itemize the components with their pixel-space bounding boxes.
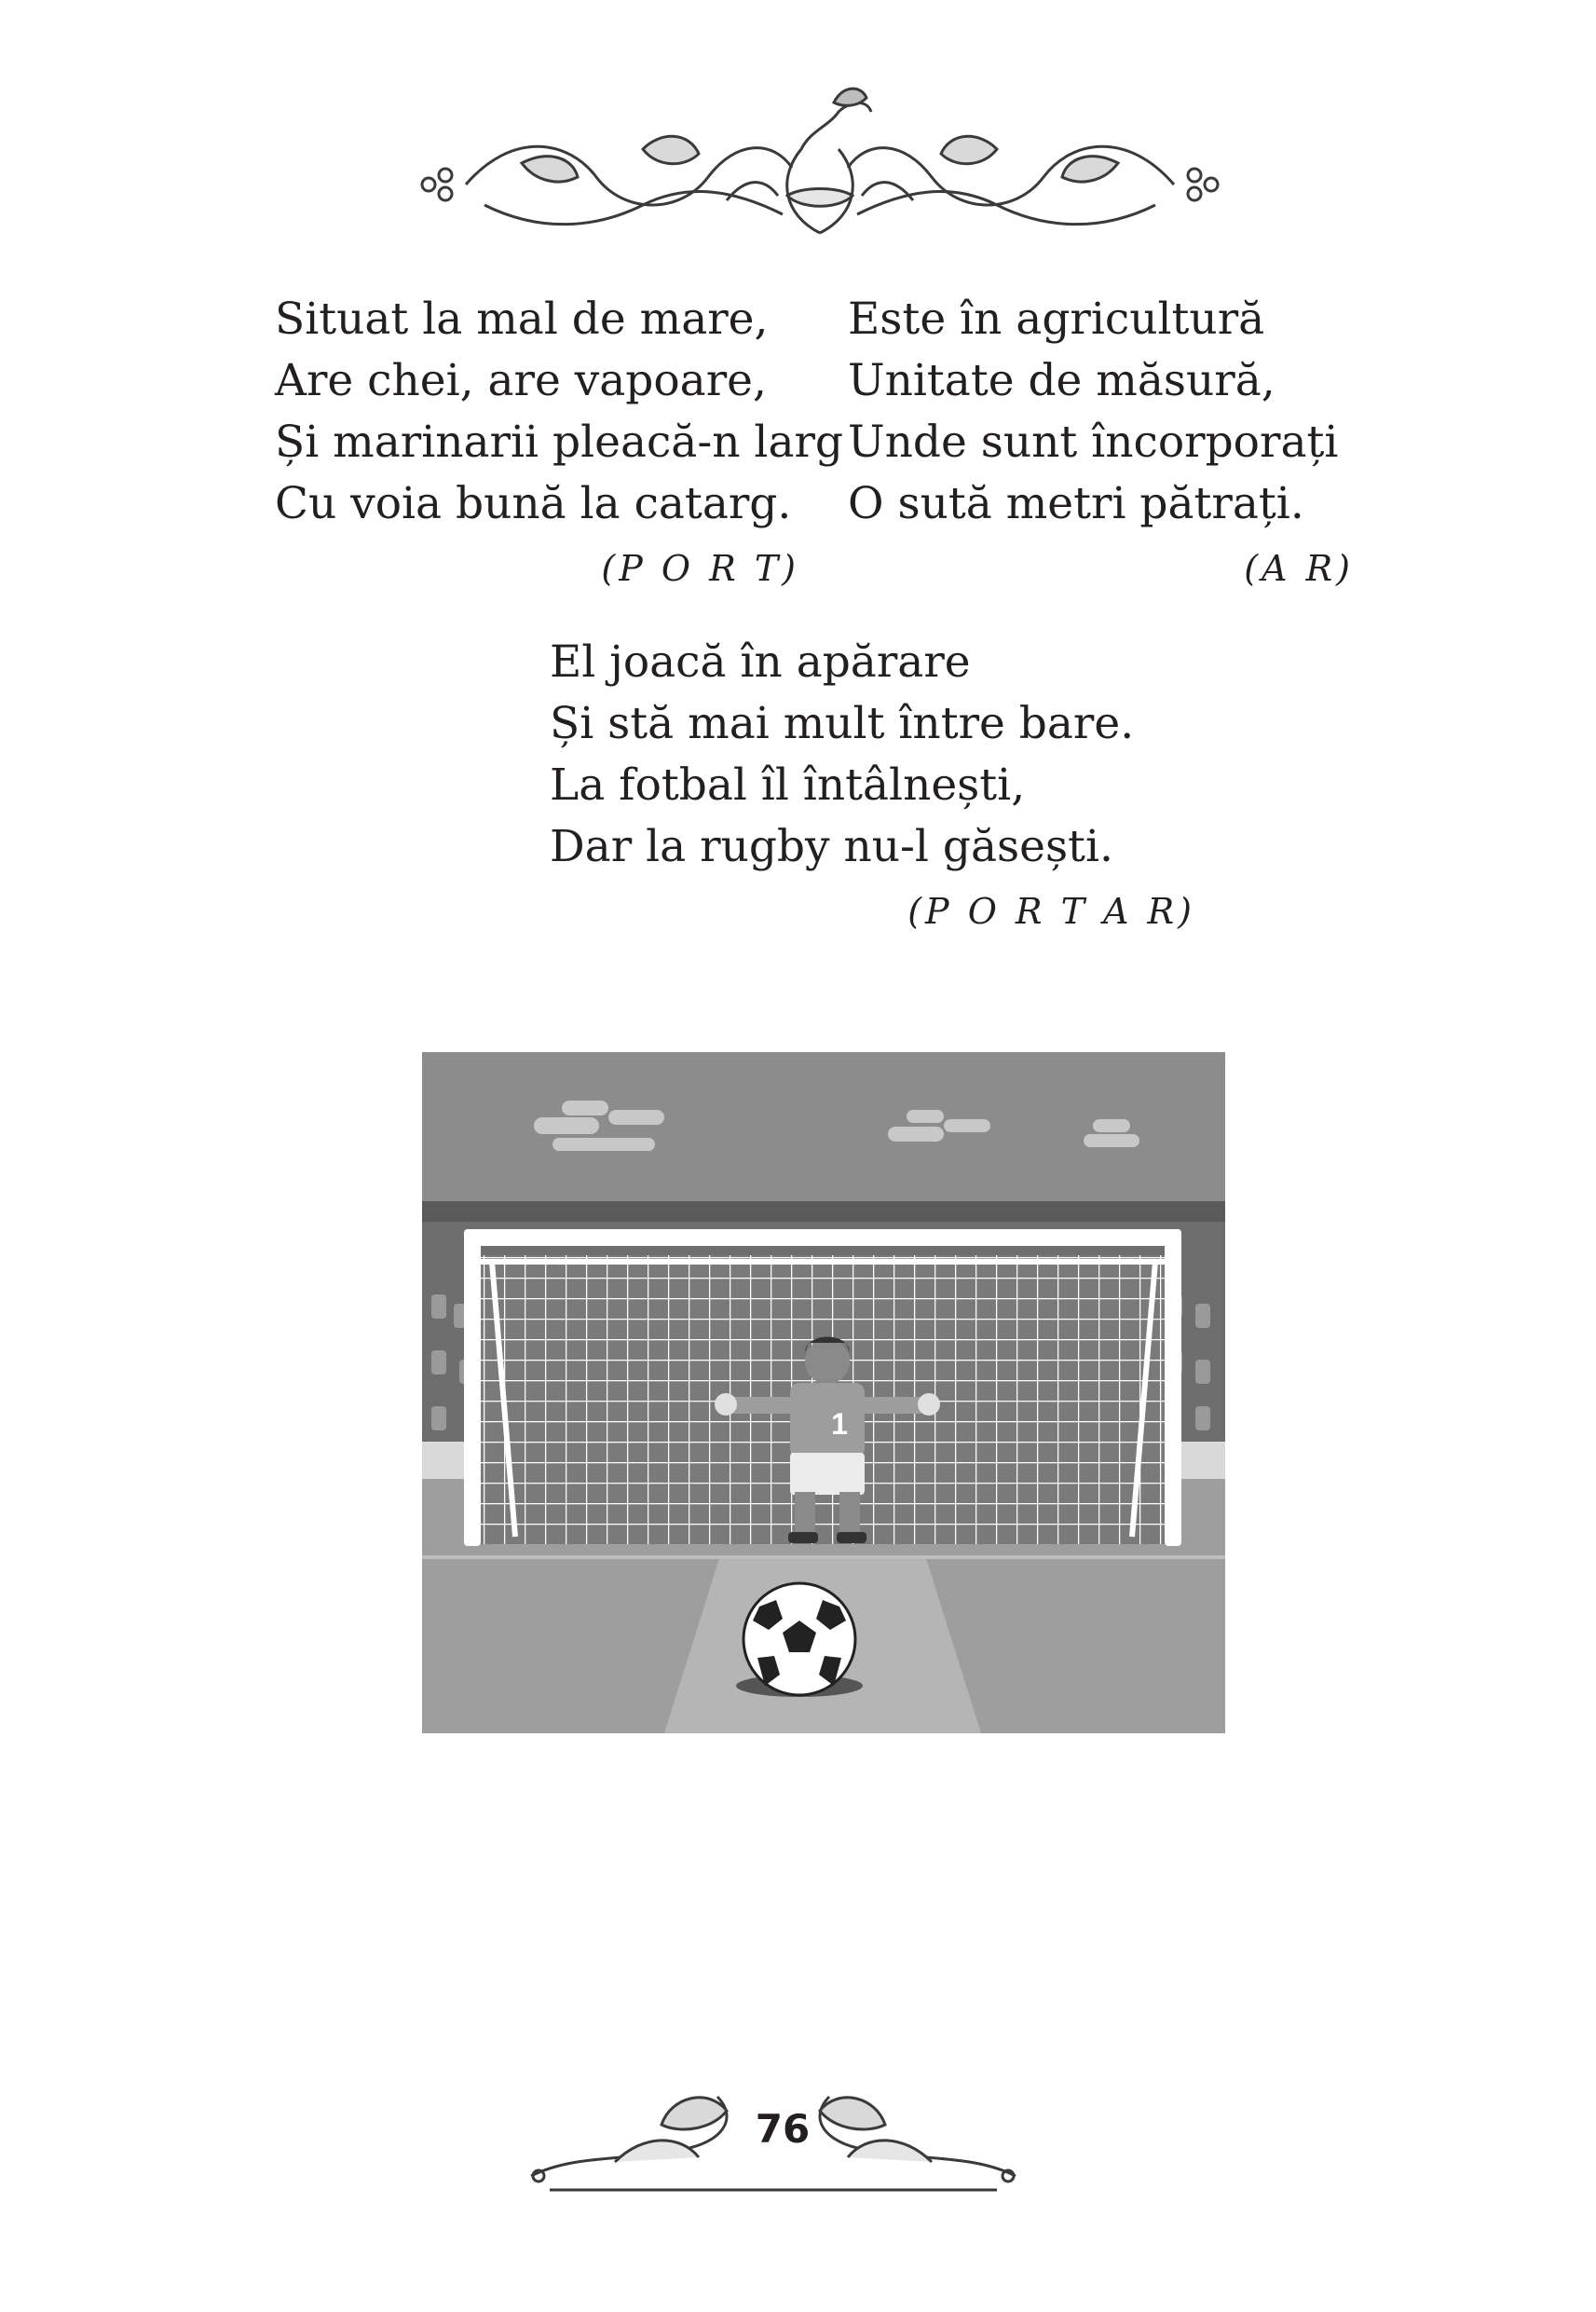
riddle-3-line: Dar la rugby nu-l găsești. <box>550 821 1113 872</box>
riddle-2-line: O sută metri pătrați. <box>848 478 1304 529</box>
riddle-2-line: Este în agricultură <box>848 294 1265 345</box>
jersey-number: 1 <box>831 1407 848 1441</box>
goalkeeper-illustration <box>422 1052 1225 1733</box>
riddle-2-answer: (A R) <box>1244 548 1354 589</box>
riddle-3-line: El joacă în apărare <box>550 636 971 688</box>
riddle-3 <box>550 632 1134 878</box>
riddle-1-line: Și marinarii pleacă-n larg <box>275 417 844 468</box>
riddle-3-line: La fotbal îl întâlnești, <box>550 759 1026 811</box>
riddle-1-line: Cu voia bună la catarg. <box>275 478 792 529</box>
riddle-2-line: Unitate de măsură, <box>848 355 1275 406</box>
riddle-2-line: Unde sunt încorporați <box>848 417 1339 468</box>
riddle-2 <box>848 289 1338 535</box>
header-ornament <box>410 75 1230 252</box>
riddle-1-line: Situat la mal de mare, <box>275 294 769 345</box>
page-number: 76 <box>755 2106 811 2152</box>
riddle-1-answer: (P O R T) <box>601 548 799 589</box>
riddle-1-line: Are chei, are vapoare, <box>275 355 767 406</box>
riddle-3-line: Și stă mai mult între bare. <box>550 698 1135 749</box>
riddle-1 <box>275 289 843 535</box>
riddle-3-answer: (P O R T A R) <box>907 891 1195 932</box>
